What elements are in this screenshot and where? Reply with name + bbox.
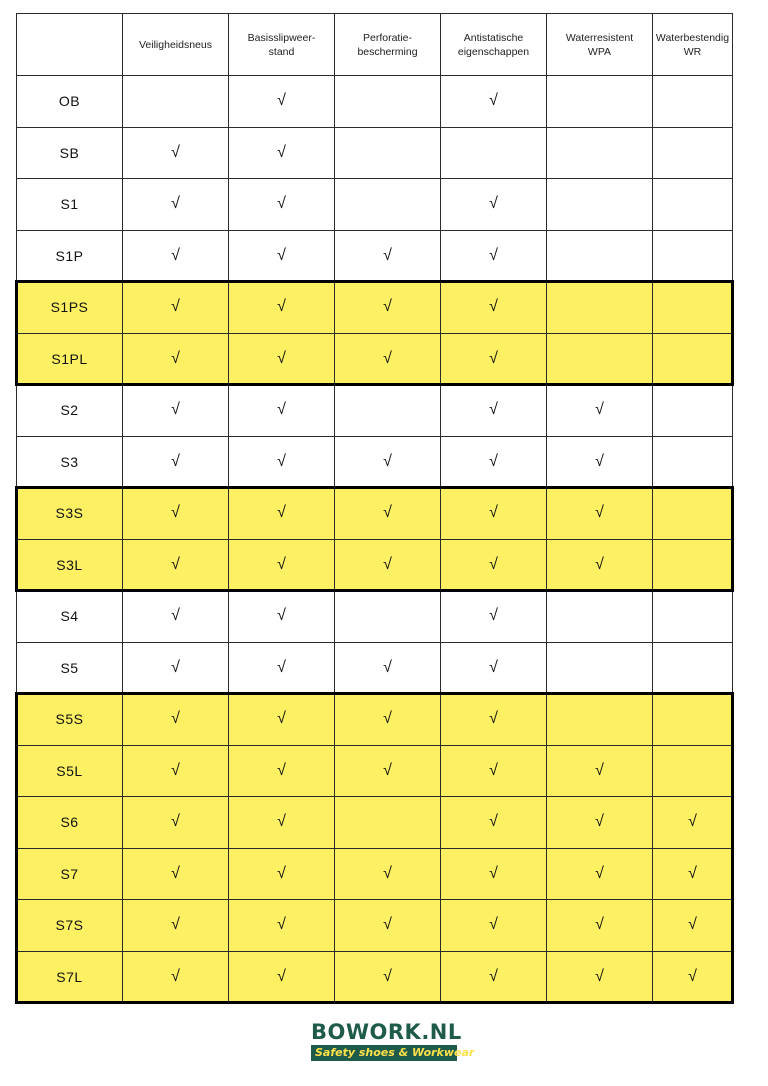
empty-cell [653,539,733,591]
empty-cell [653,642,733,694]
empty-cell [653,179,733,231]
check-mark: √ [335,951,441,1003]
empty-cell [547,230,653,282]
table-row [17,282,733,334]
empty-cell [123,76,229,128]
check-mark: √ [123,436,229,488]
column-header: Basisslipweer- stand [229,14,335,76]
table-row [17,745,733,797]
check-mark: √ [441,797,547,849]
safety-class-code: S7S [17,900,123,952]
table-row [17,488,733,540]
table-row [17,436,733,488]
check-mark: √ [229,591,335,643]
check-mark: √ [123,642,229,694]
check-mark: √ [335,642,441,694]
check-mark: √ [229,539,335,591]
check-mark: √ [229,76,335,128]
table-row [17,848,733,900]
empty-cell [653,333,733,385]
check-mark: √ [547,848,653,900]
check-mark: √ [229,951,335,1003]
check-mark: √ [441,385,547,437]
check-mark: √ [441,951,547,1003]
column-header: Veiligheidsneus [123,14,229,76]
check-mark: √ [123,797,229,849]
check-mark: √ [441,694,547,746]
check-mark: √ [123,488,229,540]
check-mark: √ [335,333,441,385]
check-mark: √ [335,488,441,540]
check-mark: √ [123,591,229,643]
check-mark: √ [335,282,441,334]
check-mark: √ [229,127,335,179]
table-row [17,642,733,694]
safety-class-code: S7L [17,951,123,1003]
safety-class-code: OB [17,76,123,128]
check-mark: √ [547,436,653,488]
check-mark: √ [335,436,441,488]
table-row [17,694,733,746]
check-mark: √ [441,76,547,128]
table-row [17,591,733,643]
safety-class-code: S5S [17,694,123,746]
empty-cell [547,642,653,694]
safety-class-code: S6 [17,797,123,849]
empty-cell [547,179,653,231]
check-mark: √ [229,282,335,334]
empty-cell [653,436,733,488]
check-mark: √ [229,179,335,231]
check-mark: √ [547,539,653,591]
table-row [17,797,733,849]
empty-cell [653,76,733,128]
header-row [17,14,733,76]
empty-cell [653,488,733,540]
safety-class-code: S1 [17,179,123,231]
column-header: Waterresistent WPA [547,14,653,76]
logo-tagline: Safety shoes & Workwear [311,1045,457,1061]
check-mark: √ [547,900,653,952]
safety-class-code: S1PL [17,333,123,385]
check-mark: √ [229,333,335,385]
check-mark: √ [653,951,733,1003]
header-corner [17,14,123,76]
check-mark: √ [547,488,653,540]
check-mark: √ [441,900,547,952]
table-row [17,951,733,1003]
check-mark: √ [441,848,547,900]
check-mark: √ [335,745,441,797]
check-mark: √ [229,797,335,849]
table-row [17,127,733,179]
check-mark: √ [335,694,441,746]
empty-cell [547,76,653,128]
table-row [17,76,733,128]
check-mark: √ [123,694,229,746]
check-mark: √ [123,848,229,900]
table-header [17,14,733,76]
check-mark: √ [441,745,547,797]
table-row [17,230,733,282]
check-mark: √ [441,282,547,334]
empty-cell [653,745,733,797]
check-mark: √ [123,385,229,437]
logo-wordmark: BOWORK.NL [311,1020,462,1044]
column-header: Waterbestendig WR [653,14,733,76]
check-mark: √ [123,127,229,179]
check-mark: √ [441,333,547,385]
column-header: Perforatie- bescherming [335,14,441,76]
check-mark: √ [441,642,547,694]
safety-class-chart [16,13,733,1003]
check-mark: √ [229,694,335,746]
safety-class-code: S1PS [17,282,123,334]
check-mark: √ [123,230,229,282]
check-mark: √ [441,488,547,540]
safety-class-code: S3S [17,488,123,540]
check-mark: √ [123,333,229,385]
table-row [17,179,733,231]
check-mark: √ [441,539,547,591]
safety-class-code: S5L [17,745,123,797]
check-mark: √ [547,951,653,1003]
safety-class-code: S3L [17,539,123,591]
safety-class-code: SB [17,127,123,179]
empty-cell [653,591,733,643]
empty-cell [653,385,733,437]
check-mark: √ [441,179,547,231]
check-mark: √ [123,745,229,797]
safety-class-code: S5 [17,642,123,694]
table-row [17,900,733,952]
check-mark: √ [229,900,335,952]
check-mark: √ [335,539,441,591]
check-mark: √ [653,797,733,849]
empty-cell [335,179,441,231]
check-mark: √ [547,745,653,797]
check-mark: √ [229,230,335,282]
safety-class-code: S4 [17,591,123,643]
safety-class-code: S7 [17,848,123,900]
empty-cell [335,385,441,437]
check-mark: √ [123,900,229,952]
bowork-logo [311,1020,475,1061]
check-mark: √ [229,488,335,540]
check-mark: √ [229,745,335,797]
empty-cell [335,797,441,849]
empty-cell [441,127,547,179]
safety-class-code: S3 [17,436,123,488]
empty-cell [547,127,653,179]
check-mark: √ [653,900,733,952]
check-mark: √ [441,436,547,488]
check-mark: √ [335,848,441,900]
check-mark: √ [547,797,653,849]
table-body [17,76,733,1003]
check-mark: √ [441,591,547,643]
check-mark: √ [229,642,335,694]
empty-cell [335,76,441,128]
column-header: Antistatische eigenschappen [441,14,547,76]
empty-cell [547,591,653,643]
check-mark: √ [335,900,441,952]
check-mark: √ [229,436,335,488]
empty-cell [547,282,653,334]
check-mark: √ [335,230,441,282]
check-mark: √ [441,230,547,282]
check-mark: √ [123,179,229,231]
empty-cell [335,127,441,179]
empty-cell [653,127,733,179]
check-mark: √ [123,539,229,591]
table-row [17,333,733,385]
empty-cell [547,333,653,385]
safety-class-code: S2 [17,385,123,437]
check-mark: √ [123,951,229,1003]
check-mark: √ [229,385,335,437]
check-mark: √ [229,848,335,900]
table-row [17,539,733,591]
safety-class-code: S1P [17,230,123,282]
empty-cell [335,591,441,643]
check-mark: √ [547,385,653,437]
empty-cell [547,694,653,746]
empty-cell [653,230,733,282]
empty-cell [653,282,733,334]
table-row [17,385,733,437]
check-mark: √ [123,282,229,334]
safety-class-table [16,13,733,1003]
empty-cell [653,694,733,746]
check-mark: √ [653,848,733,900]
